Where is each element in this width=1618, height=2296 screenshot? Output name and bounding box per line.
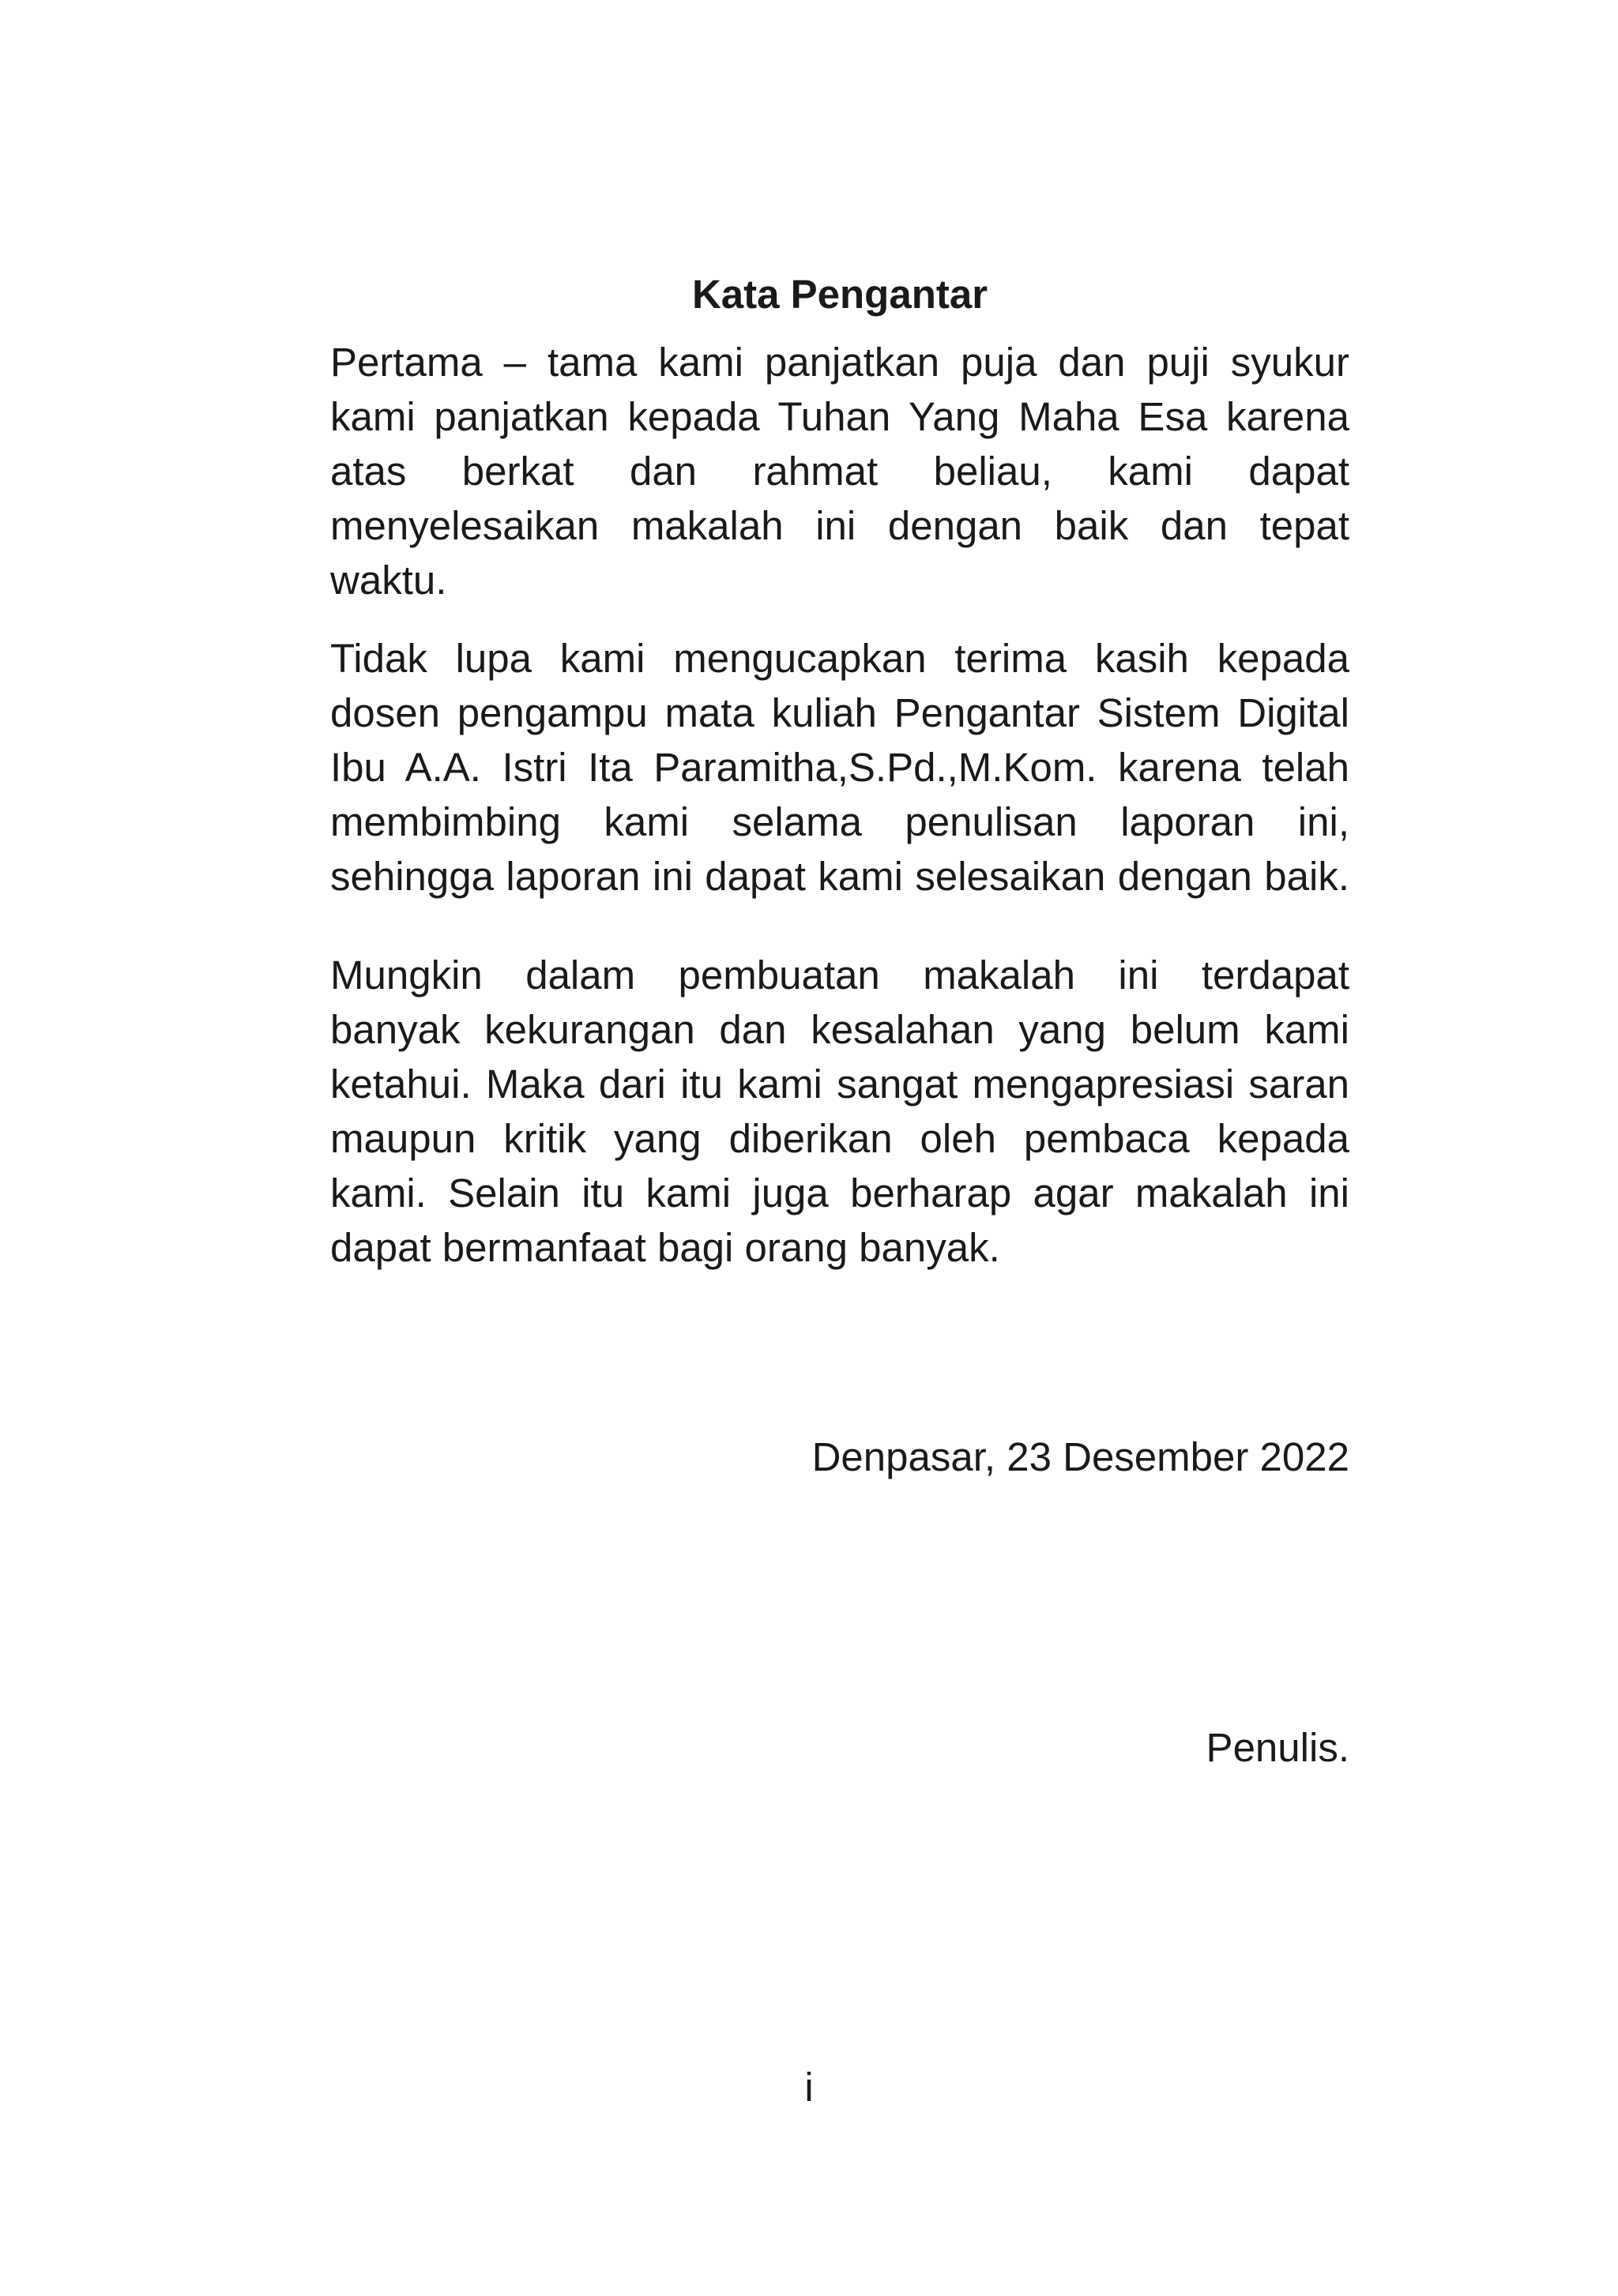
text-line: Pertama – tama kami panjatkan puja dan puji syukur (330, 340, 1349, 385)
text-line: ketahui. Maka dari itu kami sangat mengapresiasi saran (330, 1062, 1349, 1107)
paragraph-closing (330, 948, 1349, 1275)
text-line: kami. Selain itu kami juga berharap agar makalah ini (330, 1171, 1349, 1216)
text-line: dosen pengampu mata kuliah Pengantar Sistem Digital (330, 690, 1349, 735)
document-body (330, 269, 1349, 1275)
text-line: maupun kritik yang diberikan oleh pembaca kepada (330, 1116, 1349, 1161)
text-line: kami panjatkan kepada Tuhan Yang Maha Esa karena (330, 394, 1349, 439)
paragraph-opening (330, 335, 1349, 607)
text-line: membimbing kami selama penulisan laporan ini, (330, 799, 1349, 844)
text-line: menyelesaikan makalah ini dengan baik dan tepat (330, 503, 1349, 548)
place-date: Denpasar, 23 Desember 2022 (811, 1434, 1349, 1479)
page-title: Kata Pengantar (691, 272, 988, 317)
page-number: i (804, 2065, 814, 2110)
paragraph-thanks (330, 631, 1349, 904)
text-line: atas berkat dan rahmat beliau, kami dapat (330, 449, 1349, 494)
text-line: Tidak lupa kami mengucapkan terima kasih kepada (330, 636, 1349, 681)
text-line: Mungkin dalam pembuatan makalah ini terdapat (330, 953, 1349, 998)
signature: Penulis. (1206, 1725, 1349, 1770)
text-line: sehingga laporan ini dapat kami selesaikan dengan baik. (330, 854, 1349, 899)
text-line: Ibu A.A. Istri Ita Paramitha,S.Pd.,M.Kom. karena telah (330, 745, 1349, 790)
text-line: waktu. (330, 558, 447, 603)
text-line: dapat bermanfaat bagi orang banyak. (330, 1225, 1000, 1270)
text-line: banyak kekurangan dan kesalahan yang belum kami (330, 1007, 1349, 1052)
